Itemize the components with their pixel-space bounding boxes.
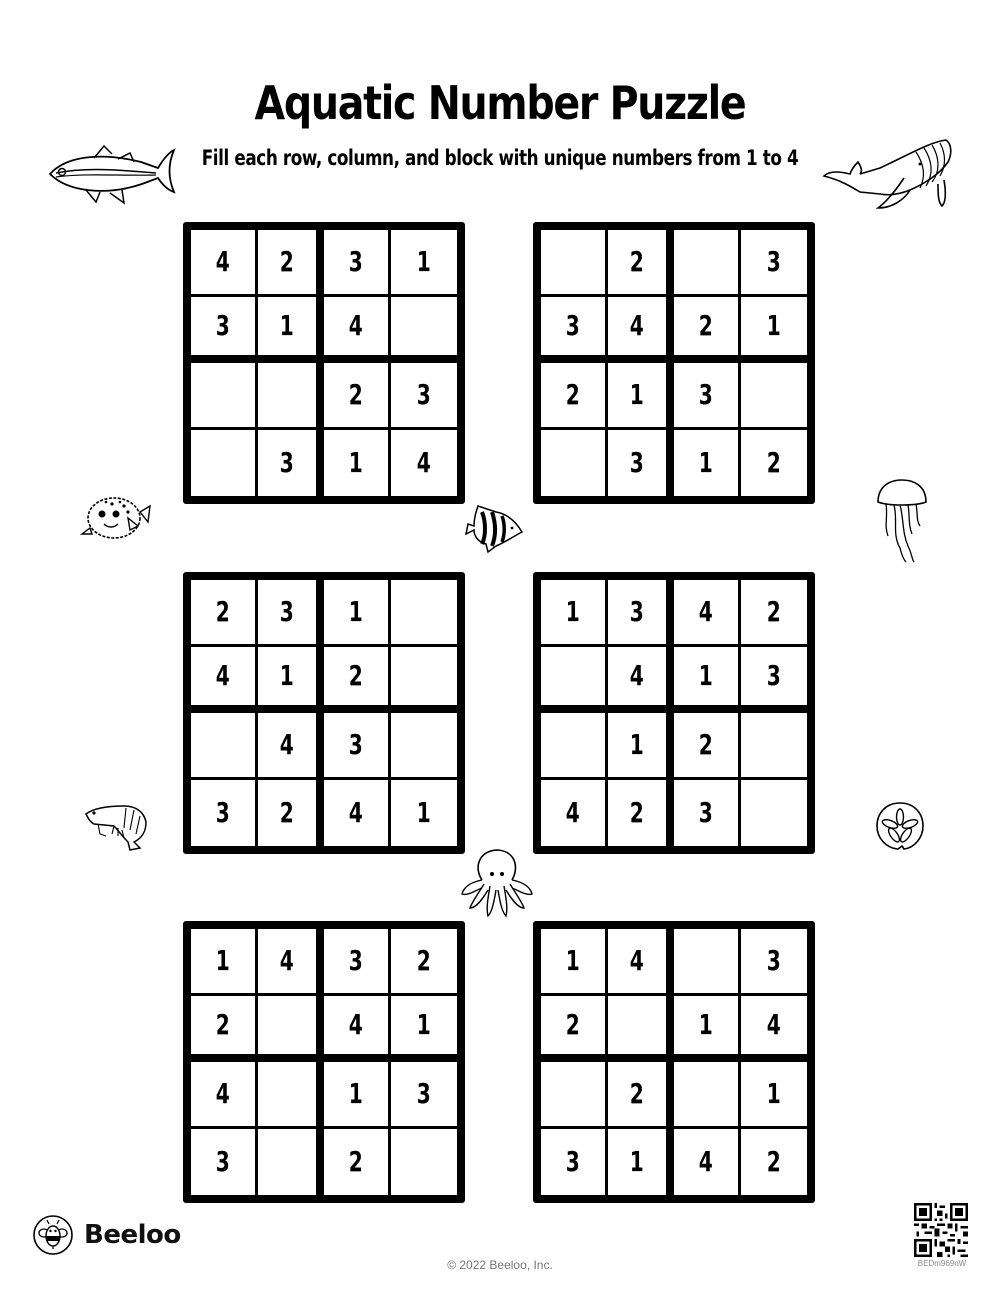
grid-cell[interactable] <box>674 580 741 647</box>
grid-cell[interactable] <box>674 713 741 780</box>
cell-value: 2 <box>215 595 230 629</box>
shrimp-icon <box>84 800 160 852</box>
cell-value: 3 <box>698 796 713 830</box>
grid-cell[interactable] <box>541 580 608 647</box>
grid-cell[interactable] <box>608 780 675 847</box>
grid-cell[interactable] <box>191 780 258 847</box>
grid-cell[interactable] <box>258 1129 325 1196</box>
grid-cell[interactable] <box>258 580 325 647</box>
cell-value: 3 <box>629 595 644 629</box>
grid-cell[interactable] <box>741 996 808 1063</box>
grid-cell[interactable] <box>258 430 325 497</box>
cell-value: 4 <box>698 595 713 629</box>
cell-value: 4 <box>215 1077 230 1111</box>
grid-cell[interactable] <box>674 1129 741 1196</box>
grid-cell[interactable] <box>608 230 675 297</box>
sudoku-grid-3 <box>183 572 465 854</box>
cell-value: 3 <box>348 728 363 762</box>
grid-cell[interactable] <box>674 430 741 497</box>
cell-value: 3 <box>215 309 230 343</box>
cell-value: 2 <box>698 728 713 762</box>
grid-cell[interactable] <box>324 996 391 1063</box>
grid-cell[interactable] <box>258 647 325 714</box>
cell-value: 1 <box>279 309 294 343</box>
grid-cell[interactable] <box>541 647 608 714</box>
cell-value: 1 <box>279 659 294 693</box>
grid-cell[interactable] <box>191 1129 258 1196</box>
cell-value: 3 <box>766 245 781 279</box>
grid-cell[interactable] <box>608 297 675 364</box>
grid-cell[interactable] <box>741 713 808 780</box>
cell-value: 4 <box>348 796 363 830</box>
grid-cell[interactable] <box>541 713 608 780</box>
cell-value: 4 <box>215 245 230 279</box>
whale-icon <box>820 134 955 212</box>
cell-value: 2 <box>416 944 431 978</box>
grid-cell[interactable] <box>391 1062 458 1129</box>
cell-value: 2 <box>766 1145 781 1179</box>
grid-cell[interactable] <box>391 780 458 847</box>
cell-value: 2 <box>629 245 644 279</box>
grid-cell[interactable] <box>324 929 391 996</box>
grid-cell[interactable] <box>741 297 808 364</box>
grid-cell[interactable] <box>258 713 325 780</box>
grid-cell[interactable] <box>324 713 391 780</box>
grid-cell[interactable] <box>541 1129 608 1196</box>
cell-value: 2 <box>348 659 363 693</box>
cell-value: 2 <box>279 245 294 279</box>
cell-value: 3 <box>565 1145 580 1179</box>
grid-cell[interactable] <box>324 780 391 847</box>
cell-value: 4 <box>766 1008 781 1042</box>
cell-value: 2 <box>629 796 644 830</box>
cell-value: 3 <box>279 595 294 629</box>
grid-cell[interactable] <box>674 780 741 847</box>
cell-value: 4 <box>629 944 644 978</box>
grid-cell[interactable] <box>258 996 325 1063</box>
cell-value: 3 <box>348 944 363 978</box>
cell-value: 4 <box>215 659 230 693</box>
cell-value: 4 <box>698 1145 713 1179</box>
sudoku-grid-6 <box>533 921 815 1203</box>
grid-cell[interactable] <box>391 297 458 364</box>
cell-value: 3 <box>416 1077 431 1111</box>
grid-cell[interactable] <box>608 929 675 996</box>
grid-cell[interactable] <box>741 929 808 996</box>
cell-value: 1 <box>565 944 580 978</box>
grid-cell[interactable] <box>674 996 741 1063</box>
grid-cell[interactable] <box>391 647 458 714</box>
cell-value: 1 <box>348 446 363 480</box>
cell-value: 2 <box>766 595 781 629</box>
grid-cell[interactable] <box>741 1062 808 1129</box>
cell-value: 2 <box>565 378 580 412</box>
grid-cell[interactable] <box>258 780 325 847</box>
cell-value: 2 <box>348 1145 363 1179</box>
cell-value: 3 <box>416 378 431 412</box>
grid-cell[interactable] <box>541 929 608 996</box>
grid-cell[interactable] <box>541 996 608 1063</box>
bee-mascot-icon <box>32 1214 74 1256</box>
sudoku-grid-2 <box>533 222 815 504</box>
grid-cell[interactable] <box>741 430 808 497</box>
grid-cell[interactable] <box>324 363 391 430</box>
beeloo-logo <box>32 1214 181 1256</box>
grid-cell[interactable] <box>608 363 675 430</box>
grid-cell[interactable] <box>324 647 391 714</box>
grid-cell[interactable] <box>741 780 808 847</box>
grid-cell[interactable] <box>391 580 458 647</box>
grid-cell[interactable] <box>324 297 391 364</box>
cell-value: 2 <box>348 378 363 412</box>
cell-value: 1 <box>698 1008 713 1042</box>
cell-value: 2 <box>629 1077 644 1111</box>
sudoku-grid-1 <box>183 222 465 504</box>
grid-cell[interactable] <box>541 430 608 497</box>
grid-cell[interactable] <box>608 713 675 780</box>
cell-value: 1 <box>416 1008 431 1042</box>
grid-cell[interactable] <box>191 580 258 647</box>
cell-value: 1 <box>698 446 713 480</box>
grid-cell[interactable] <box>324 1062 391 1129</box>
grid-cell[interactable] <box>391 713 458 780</box>
grid-cell[interactable] <box>608 1062 675 1129</box>
cell-value: 3 <box>279 446 294 480</box>
grid-cell[interactable] <box>741 230 808 297</box>
grid-cell[interactable] <box>191 713 258 780</box>
jellyfish-icon <box>872 476 932 566</box>
cell-value: 1 <box>348 595 363 629</box>
grid-cell[interactable] <box>608 430 675 497</box>
cell-value: 3 <box>565 309 580 343</box>
grid-cell[interactable] <box>324 230 391 297</box>
octopus-icon <box>458 846 536 918</box>
cell-value: 4 <box>348 1008 363 1042</box>
tuna-fish-icon <box>46 140 176 205</box>
cell-value: 1 <box>416 796 431 830</box>
grid-cell[interactable] <box>191 647 258 714</box>
cell-value: 2 <box>698 309 713 343</box>
grid-cell[interactable] <box>674 297 741 364</box>
grid-cell[interactable] <box>391 363 458 430</box>
sudoku-grid-4 <box>533 572 815 854</box>
copyright-text: © 2022 Beeloo, Inc. <box>447 1258 553 1272</box>
cell-value: 4 <box>279 944 294 978</box>
cell-value: 4 <box>348 309 363 343</box>
grid-cell[interactable] <box>674 1062 741 1129</box>
grid-cell[interactable] <box>391 996 458 1063</box>
cell-value: 4 <box>416 446 431 480</box>
grid-cell[interactable] <box>741 647 808 714</box>
grid-cell[interactable] <box>674 230 741 297</box>
cell-value: 1 <box>416 245 431 279</box>
cell-value: 2 <box>215 1008 230 1042</box>
grid-cell[interactable] <box>191 430 258 497</box>
cell-value: 1 <box>565 595 580 629</box>
grid-cell[interactable] <box>258 297 325 364</box>
grid-cell[interactable] <box>741 1129 808 1196</box>
grid-cell[interactable] <box>741 363 808 430</box>
cell-value: 4 <box>565 796 580 830</box>
cell-value: 1 <box>215 944 230 978</box>
sudoku-grid-5 <box>183 921 465 1203</box>
grid-cell[interactable] <box>608 1129 675 1196</box>
brand-name: Beeloo <box>84 1220 181 1250</box>
pufferfish-icon <box>78 488 152 548</box>
grid-cell[interactable] <box>541 363 608 430</box>
grid-cell[interactable] <box>258 363 325 430</box>
grid-cell[interactable] <box>324 1129 391 1196</box>
cell-value: 4 <box>629 659 644 693</box>
cell-value: 3 <box>215 796 230 830</box>
grid-cell[interactable] <box>391 230 458 297</box>
grid-cell[interactable] <box>541 230 608 297</box>
grid-cell[interactable] <box>191 363 258 430</box>
cell-value: 3 <box>698 378 713 412</box>
grid-cell[interactable] <box>258 929 325 996</box>
sand-dollar-icon <box>874 800 926 852</box>
grid-cell[interactable] <box>324 580 391 647</box>
page-title: Aquatic Number Puzzle <box>254 76 746 130</box>
qr-code-label: BEDm969nW <box>917 1259 967 1268</box>
grid-cell[interactable] <box>191 297 258 364</box>
cell-value: 3 <box>766 659 781 693</box>
grid-cell[interactable] <box>541 1062 608 1129</box>
grid-cell[interactable] <box>674 363 741 430</box>
cell-value: 4 <box>279 728 294 762</box>
cell-value: 1 <box>766 1077 781 1111</box>
grid-cell[interactable] <box>541 780 608 847</box>
grid-cell[interactable] <box>608 647 675 714</box>
angelfish-icon <box>462 502 528 554</box>
cell-value: 3 <box>348 245 363 279</box>
grid-cell[interactable] <box>258 230 325 297</box>
cell-value: 2 <box>766 446 781 480</box>
cell-value: 1 <box>629 728 644 762</box>
grid-cell[interactable] <box>608 580 675 647</box>
cell-value: 2 <box>565 1008 580 1042</box>
instructions: Fill each row, column, and block with unique numbers from 1 to 4 <box>201 146 799 170</box>
grid-cell[interactable] <box>391 929 458 996</box>
cell-value: 4 <box>629 309 644 343</box>
cell-value: 3 <box>629 446 644 480</box>
grid-cell[interactable] <box>674 929 741 996</box>
qr-code[interactable] <box>914 1203 968 1257</box>
grid-cell[interactable] <box>258 1062 325 1129</box>
cell-value: 1 <box>629 378 644 412</box>
cell-value: 1 <box>766 309 781 343</box>
grid-cell[interactable] <box>608 996 675 1063</box>
grid-cell[interactable] <box>191 929 258 996</box>
grid-cell[interactable] <box>191 1062 258 1129</box>
cell-value: 1 <box>348 1077 363 1111</box>
cell-value: 3 <box>766 944 781 978</box>
grid-cell[interactable] <box>541 297 608 364</box>
grid-cell[interactable] <box>324 430 391 497</box>
grid-cell[interactable] <box>391 1129 458 1196</box>
grid-cell[interactable] <box>191 996 258 1063</box>
grid-cell[interactable] <box>741 580 808 647</box>
grid-cell[interactable] <box>674 647 741 714</box>
cell-value: 1 <box>629 1145 644 1179</box>
cell-value: 1 <box>698 659 713 693</box>
cell-value: 3 <box>215 1145 230 1179</box>
grid-cell[interactable] <box>191 230 258 297</box>
grid-cell[interactable] <box>391 430 458 497</box>
cell-value: 2 <box>279 796 294 830</box>
